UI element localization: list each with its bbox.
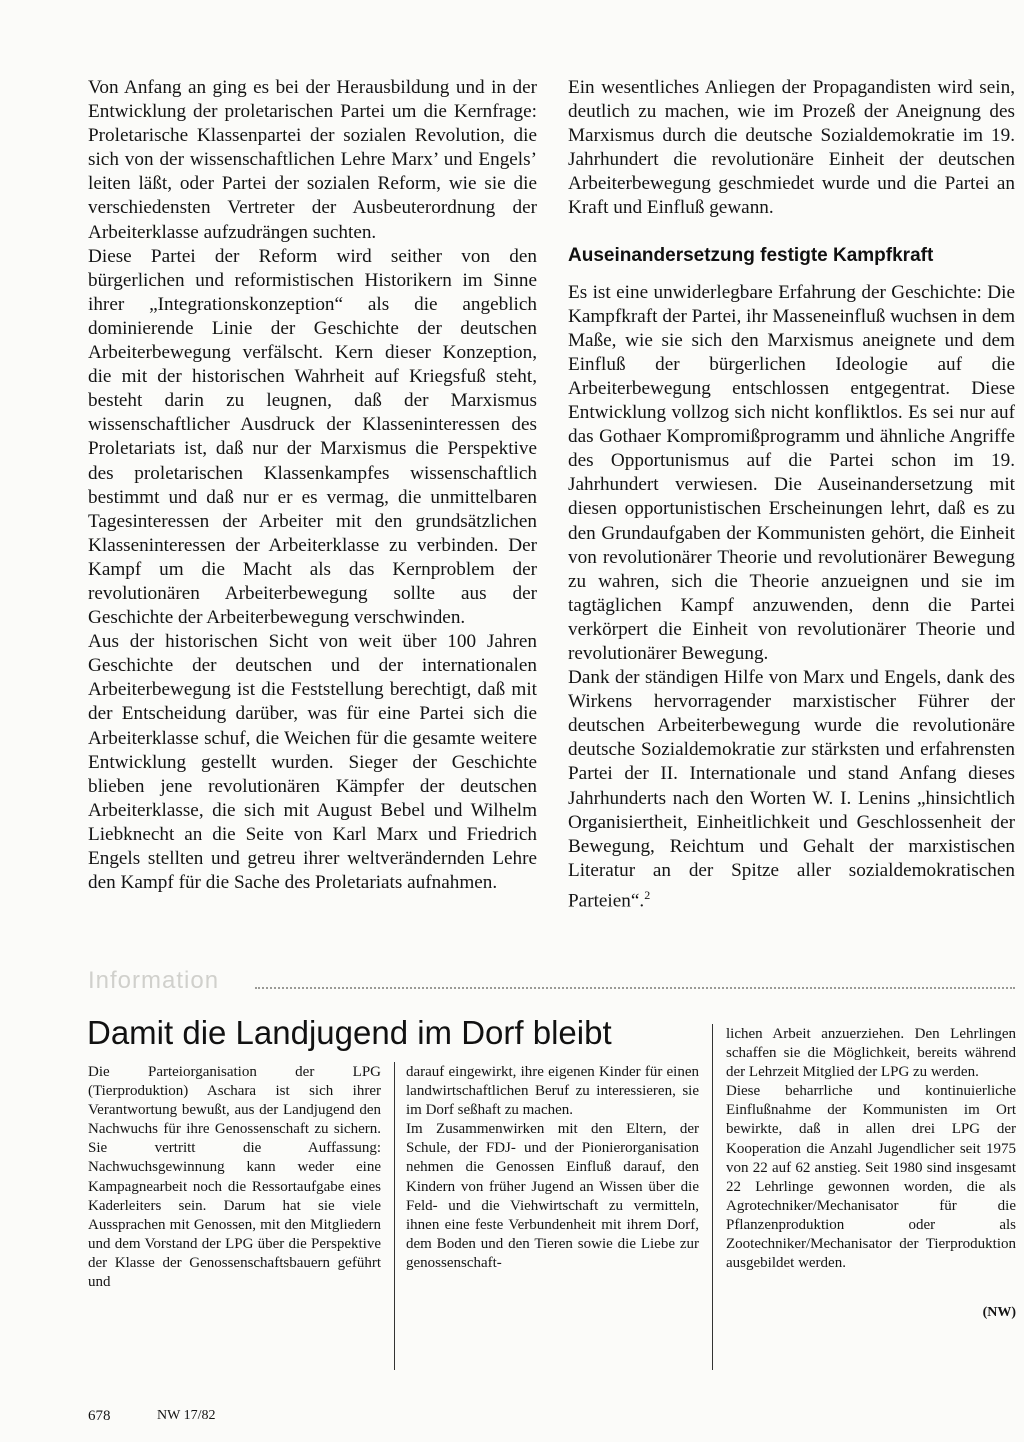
issue-label: NW 17/82 <box>157 1408 216 1423</box>
info-column-2 <box>406 1063 699 1273</box>
article-left-column <box>88 76 537 895</box>
paragraph <box>568 666 1015 913</box>
paragraph: Von Anfang an ging es bei der Herausbildung und in der Entwicklung der proletarischen Partei um die Kernfrage: Proletarische Klassenpartei der sozialen Revolution, die sich von der wissenschaftlichen Lehre Marx’ und Engels’ leiten läßt, oder Partei der sozialen Reform, wie sie die verschiedensten Vertreter der Ausbeuterordnung der Arbeiterklasse aufzudrängen suchten. <box>88 77 537 243</box>
paragraph: Diese beharrliche und kontinuierliche Einflußnahme der Kommunisten im Ort bewirkte, daß in allen drei LPG der Kooperation die Anzahl Jugendlicher seit 1975 von 22 auf 62 anstieg. Seit 1980 sind insgesamt 22 Lehrlinge gewonnen worden, die als Agrotechniker/Mechanisator für die Pflanzenproduktion oder als Zootechniker/Mechanisator der Tierproduktion ausgebildet werden. <box>726 1083 1016 1272</box>
column-divider <box>712 1024 713 1370</box>
info-column-3 <box>726 1025 1016 1273</box>
paragraph: darauf eingewirkt, ihre eigenen Kinder für einen landwirtschaftlichen Beruf zu interessieren, sie im Dorf seßhaft zu machen. <box>406 1064 699 1119</box>
column-divider <box>394 1062 395 1370</box>
section-heading: Auseinandersetzung festigte Kampfkraft <box>568 244 934 266</box>
paragraph-text: Dank der ständigen Hilfe von Marx und Engels, dank des Wirkens hervorragender marxistischer Führer der deutschen Arbeiterbewegung wurde die revolutionäre deutsche Sozialdemokratie zur stärksten und erfahrensten Partei der II. Internationale und stand Anfang dieses Jahrhunderts nach den Worten W. I. Lenins „hinsichtlich Organisiertheit, Einheitlichkeit und Geschlossenheit der Bewegung, Reichtum und Gehalt der marxistischen Literatur an der Spitze aller sozialdemokratischen Parteien“. <box>568 667 1015 912</box>
paragraph: Die Parteiorganisation der LPG (Tierproduktion) Aschara ist sich ihrer Verantwortung bewußt, aus der Landjugend den Nachwuchs für ihre Genossenschaft zu sichern. Sie vertritt die Auffassung: Nachwuchsgewinnung kann weder eine Kampagnearbeit noch die Ressortaufgabe eines Kaderleiters sein. Darum hat sie viele Aussprachen mit Genossen, mit den Mitgliedern und dem Vorstand der LPG über die Perspektive der Klasse der Genossenschaftsbauern geführt und <box>88 1064 381 1291</box>
dotted-divider <box>255 987 1015 989</box>
paragraph: Ein wesentliches Anliegen der Propagandisten wird sein, deutlich zu machen, wie im Prozeß der Aneignung des Marxismus durch die deutsche Sozialdemokratie im 19. Jahrhundert die revolutionäre Einheit der deutschen Arbeiterbewegung geschmiedet wurde und die Partei an Kraft und Einfluß gewann. <box>568 77 1015 219</box>
paragraph: Diese Partei der Reform wird seither von den bürgerlichen und reformistischen Historikern im Sinne ihrer „Integrationskonzeption“ als die angeblich dominierende Linie der Geschichte der deutschen Arbeiterbewegung verfälscht. Kern dieser Konzeption, die mit der historischen Wahrheit auf Kriegsfuß steht, besteht darin zu leugnen, daß der Marxismus wissenschaftlicher Ausdruck der Klasseninteressen des Proletariats ist, daß nur der Marxismus die Perspektive des proletarischen Klassenkampfes wissenschaftlich bestimmt und daß nur er es vermag, die unmittelbaren Tagesinteressen der Arbeiter mit den grundsätzlichen Klasseninteressen der Arbeiterklasse zu verbinden. Der Kampf um die Macht als das Kernproblem der revolutionären Arbeiterbewegung sollte aus der Geschichte der Arbeiterbewegung verschwinden. <box>88 245 537 629</box>
article-right-column <box>568 76 1015 913</box>
footnote-marker: 2 <box>644 887 651 902</box>
paragraph: Es ist eine unwiderlegbare Erfahrung der Geschichte: Die Kampfkraft der Partei, ihr Masseneinfluß wuchsen in dem Maße, wie sie sich den Marxismus aneignete und dem Einfluß der bürgerlichen Ideologie auf die Arbeiterbewegung entschlossen entgegentrat. Diese Entwicklung vollzog sich nicht konfliktlos. Es sei nur auf das Gothaer Kompromißprogramm und ähnliche Angriffe des Opportunismus auf die Partei schon im 19. Jahrhundert verwiesen. Die Auseinandersetzung mit diesen opportunistischen Erscheinungen lehrt, daß es zu den Grundaufgaben der Kommunisten gehört, die Einheit von revolutionärer Theorie und revolutionärer Bewegung zu wahren, sich die Theorie anzueignen und sie im tagtäglichen Kampf anzuwenden, denn die Partei verkörpert die Einheit von revolutionärer Theorie und revolutionärer Bewegung. <box>568 281 1015 664</box>
author-initials: (NW) <box>982 1305 1016 1320</box>
story-title: Damit die Landjugend im Dorf bleibt <box>87 1014 612 1051</box>
page-number: 678 <box>88 1408 111 1424</box>
information-label: Information <box>88 967 220 994</box>
paragraph: lichen Arbeit anzuerziehen. Den Lehrlingen schaffen sie die Möglichkeit, bereits während der Lehrzeit Mitglied der LPG zu werden. <box>726 1026 1016 1081</box>
paragraph: Im Zusammenwirken mit den Eltern, der Schule, der FDJ- und der Pionierorganisation nehmen die Genossen Einfluß darauf, den Kindern von früher Jugend an Wissen über die Feld- und die Viehwirtschaft zu vermitteln, ihnen eine feste Verbundenheit mit ihrem Dorf, dem Boden und den Tieren sowie die Liebe zur genossenschaft- <box>406 1121 699 1271</box>
info-column-1 <box>88 1063 381 1292</box>
paragraph: Aus der historischen Sicht von weit über 100 Jahren Geschichte der deutschen und der internationalen Arbeiterbewegung ist die Feststellung berechtigt, daß mit der Entscheidung darüber, was für eine Partei sich die Arbeiterklasse schuf, die Weichen für die gesamte weitere Entwicklung gestellt wurden. Sieger der Geschichte blieben jene revolutionären Kämpfer der deutschen Arbeiterklasse, die sich mit August Bebel und Wilhelm Liebknecht an die Seite von Karl Marx und Friedrich Engels stellten und getreu ihrer weltverändernden Lehre den Kampf für die Sache des Proletariats aufnahmen. <box>88 631 537 894</box>
